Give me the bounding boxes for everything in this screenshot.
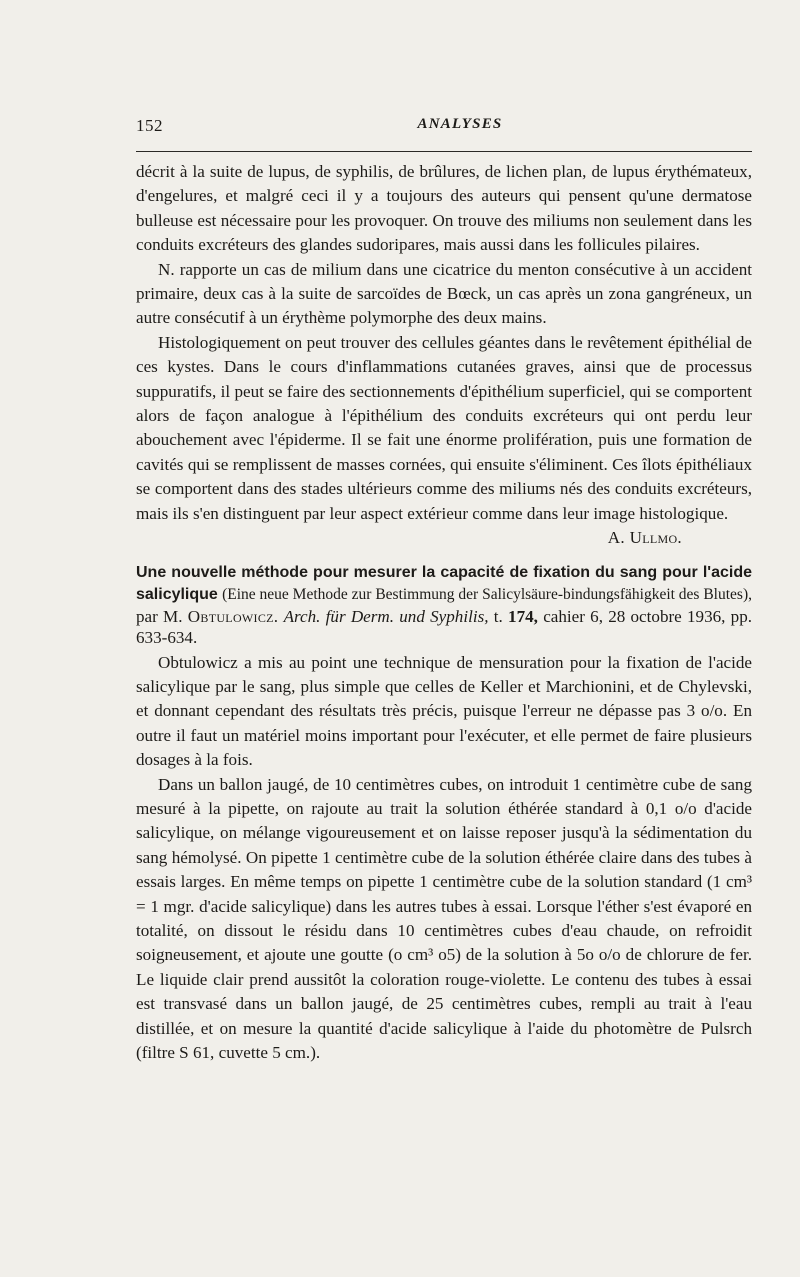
tome-label: t.: [493, 606, 503, 626]
paragraph: décrit à la suite de lupus, de syphilis, de brûlures, de lichen plan, de lupus érythémateux, d'engelures, et malgré ceci il y a toujours des auteurs qui pensent qu'une dermatose bulleuse est nécessaire pour les provoquer. On trouve des miliums non seulement dans les conduits excréteurs des glandes sudoripares, mais aussi dans les follicules pilaires.: [136, 162, 752, 255]
article-author: Obtulowicz.: [187, 606, 279, 626]
paragraph: N. rapporte un cas de milium dans une cicatrice du menton consécutive à un accident primaire, deux cas à la suite de sarcoïdes de Bœck, un cas après un zona gangréneux, un autre consécutif à un érythème polymorphe des deux mains.: [136, 259, 752, 328]
header-rule: [136, 151, 752, 152]
volume-number: 174,: [508, 606, 538, 626]
journal-name: Arch. für Derm. und Syphilis,: [283, 606, 489, 626]
page-number: 152: [136, 116, 163, 135]
paragraph: Dans un ballon jaugé, de 10 centimètres cubes, on introduit 1 centimètre cube de sang mesuré à la pipette, on rajoute au trait la solution éthérée standard à 0,1 o/o d'acide salicylique, on mélange vigoureusement et on laisse reposer jusqu'à la sédimentation du sang hémolysé. On pipette 1 centimètre cube de la solution éthérée claire dans des tubes à essais larges. En même temps on pipette 1 centimètre cube de la solution standard (1 cm³ = 1 mgr. d'acide salicylique) dans les autres tubes à essai. Lorsque l'éther s'est évaporé en totalité, on dissout le résidu dans 10 centimètres cubes d'eau chaude, on refroidit soigneusement, et ajoute une goutte (o cm³ o5) de la solution à 5o o/o de chlorure de fer. Le liquide clair prend aussitôt la coloration rouge-violette. Le contenu des tubes à essai est transvasé dans un ballon jaugé, de 25 centimètres cubes, rempli au trait à l'eau distillée, et on mesure la quantité d'acide salicylique à l'aide du photomètre de Pulsrch (filtre S 61, cuvette 5 cm.).: [136, 774, 752, 1062]
article-title: Une nouvelle méthode pour mesurer la capacité de fixation du sang pour l'acide salicylique: [136, 563, 752, 603]
paragraph: Obtulowicz a mis au point une technique de mensuration pour la fixation de l'acide salicylique par le sang, plus simple que celles de Keller et Marchionini, et de Chylevski, et donnant cependant des résultats très précis, puisque l'erreur ne dépasse pas 3 o/o. En outre il faut un matériel moins important pour l'exécuter, et elle permet de faire plusieurs dosages à la fois.: [136, 652, 752, 770]
running-title: ANALYSES: [417, 116, 503, 132]
paragraph: Histologiquement on peut trouver des cellules géantes dans le revêtement épithélial de ces kystes. Dans le cours d'inflammations cutanées graves, ainsi que de processus suppuratifs, il peut se faire des sectionnements d'épithélium superficiel, qui se comportent alors de façon analogue à l'épithélium des conduits excréteurs qui ont perdu leur abouchement avec l'épiderme. Il se fait une énorme prolifération, puis une formation de cavités qui se remplissent de masses cornées, qui ensuite s'éliminent. Ces îlots épithéliaux se comportent dans des stades ultérieurs comme des miliums nés des conduits excréteurs, mais ils s'en distinguent par leur aspect extérieur comme dans leur image histologique.: [136, 332, 752, 523]
par-text: par M.: [136, 606, 183, 626]
page-body: [136, 160, 752, 1065]
author-signature: [136, 526, 752, 550]
citation-details: cahier 6, 28 octobre 1936, pp. 633-634.: [136, 606, 753, 647]
german-title: (Eine neue Methode zur Bestimmung der Salicylsäure-bindungsfähigkeit des Blutes),: [222, 586, 752, 603]
page-header: [136, 116, 752, 144]
article-heading: [136, 561, 752, 649]
signature-text: A. Ullmo.: [607, 528, 682, 548]
